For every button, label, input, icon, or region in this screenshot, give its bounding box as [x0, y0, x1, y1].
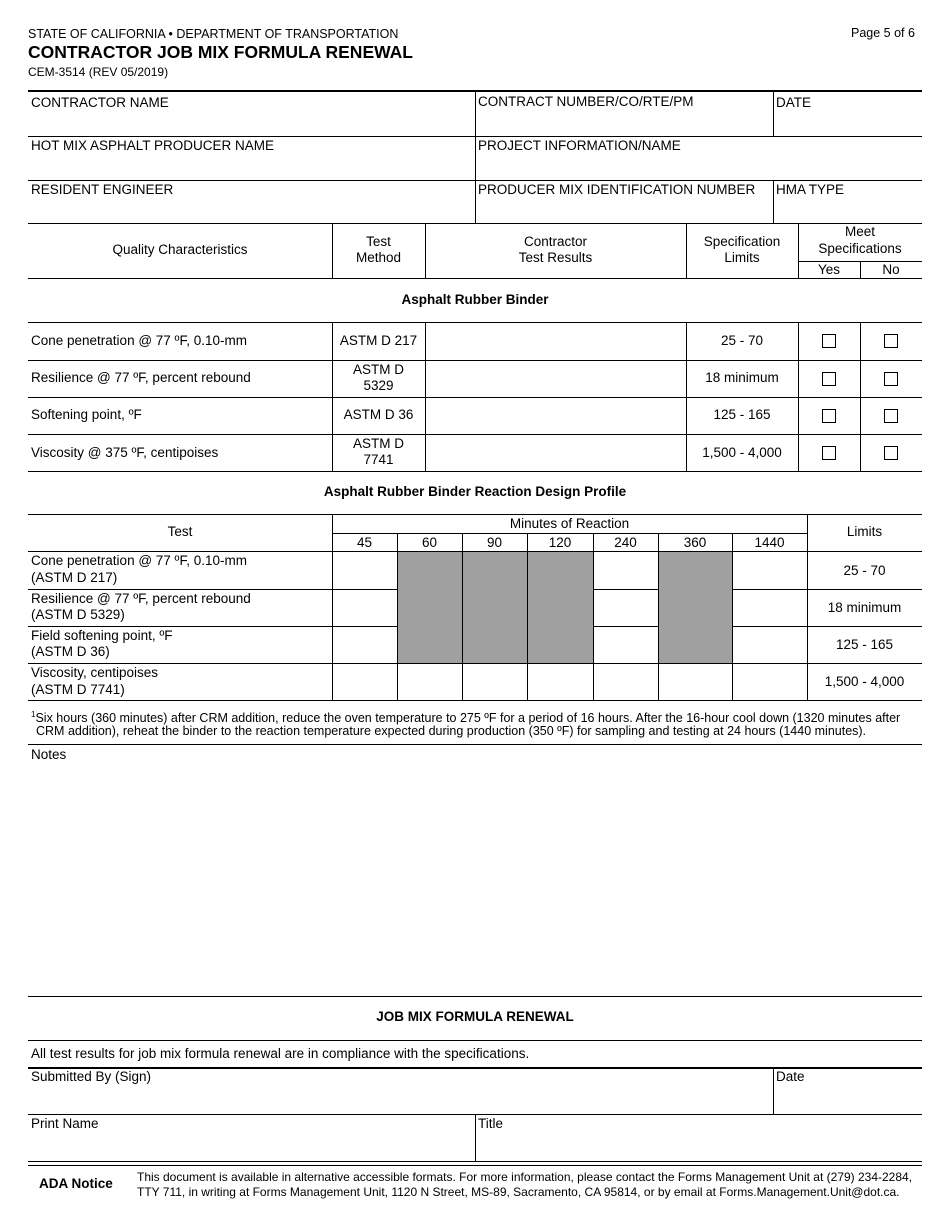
ada-notice-label: ADA Notice [39, 1176, 113, 1191]
reaction-row-limits: 125 - 165 [835, 637, 894, 652]
rule [773, 91, 774, 137]
print-name-label: Print Name [31, 1116, 99, 1131]
reaction-row-limits: 1,500 - 4,000 [824, 674, 905, 689]
reaction-row-test-line2: (ASTM D 5329) [31, 607, 125, 622]
reaction-profile-section-title: Asphalt Rubber Binder Reaction Design Profile [323, 484, 627, 499]
date-label: DATE [776, 95, 812, 110]
reaction-row-test-line1: Field softening point, ºF [31, 628, 173, 643]
test-results-header-line1: Contractor [523, 234, 588, 249]
contract-number-field[interactable] [477, 112, 770, 134]
rule [773, 1068, 774, 1115]
project-info-field[interactable] [477, 156, 920, 178]
resident-engineer-label: RESIDENT ENGINEER [31, 182, 174, 197]
meet-no-checkbox[interactable] [884, 334, 898, 348]
reaction-row-test-line1: Resilience @ 77 ºF, percent rebound [31, 591, 251, 606]
footnote-text-line1: Six hours (360 minutes) after CRM addition, reduce the oven temperature to 275 ºF for a period of 16 hours. After the 16-hour cool down (1320 minutes after [35, 711, 901, 726]
form-number: CEM-3514 (REV 05/2019) [28, 65, 169, 79]
rule [860, 322, 861, 472]
reaction-row-test-line1: Viscosity, centipoises [31, 665, 159, 680]
hma-type-field[interactable] [775, 200, 920, 222]
quality-characteristics-header: Quality Characteristics [112, 242, 248, 257]
rule [28, 471, 922, 472]
notes-label: Notes [31, 747, 67, 762]
meet-yes-checkbox[interactable] [822, 334, 836, 348]
quality-row-method-line1: ASTM D [352, 362, 404, 377]
no-header: No [882, 262, 900, 277]
test-results-header-line2: Test Results [518, 250, 593, 265]
submitted-by-label: Submitted By (Sign) [31, 1069, 152, 1084]
reaction-row-limits: 18 minimum [827, 600, 902, 615]
minute-header-90: 90 [486, 535, 503, 550]
rule [28, 1040, 922, 1041]
meet-yes-checkbox[interactable] [822, 409, 836, 423]
footnote-mark: 1 [31, 710, 36, 719]
minutes-of-reaction-header: Minutes of Reaction [509, 516, 630, 531]
page-number: Page 5 of 6 [851, 26, 915, 40]
compliance-statement: All test results for job mix formula renewal are in compliance with the specifications. [31, 1046, 530, 1061]
renewal-date-field[interactable] [775, 1086, 920, 1112]
not-applicable-shading [659, 552, 732, 663]
rule [28, 1161, 922, 1162]
contract-number-label: CONTRACT NUMBER/CO/RTE/PM [478, 94, 694, 109]
meet-specs-header-line1: Meet [844, 224, 875, 239]
rule [475, 91, 476, 224]
quality-row-limits: 1,500 - 4,000 [702, 445, 782, 460]
footnote-line2: CRM addition), reheat the binder to the reaction temperature expected during production (350 ºF) for sampling and testing at 24 hours (1440 minutes). [36, 724, 867, 738]
signature-field[interactable] [30, 1086, 770, 1112]
contractor-result-field[interactable] [427, 362, 685, 396]
producer-mix-id-label: PRODUCER MIX IDENTIFICATION NUMBER [478, 182, 756, 197]
reaction-result-field[interactable] [333, 552, 397, 589]
quality-row-method-line1: ASTM D [352, 436, 404, 451]
reaction-row-limits: 25 - 70 [843, 563, 886, 578]
form-title: CONTRACTOR JOB MIX FORMULA RENEWAL [28, 42, 413, 62]
rule [332, 533, 807, 534]
test-method-header-line2: Method [355, 250, 402, 265]
contractor-name-field[interactable] [30, 112, 470, 134]
reaction-result-field[interactable] [733, 552, 807, 589]
quality-row-method-line2: 5329 [363, 378, 394, 393]
not-applicable-shading [398, 552, 593, 663]
rule [425, 322, 426, 472]
hma-type-label: HMA TYPE [776, 182, 845, 197]
quality-row-limits: 25 - 70 [720, 333, 764, 348]
minute-header-240: 240 [614, 535, 637, 550]
meet-no-checkbox[interactable] [884, 372, 898, 386]
hma-producer-field[interactable] [30, 156, 470, 178]
minute-header-60: 60 [421, 535, 438, 550]
meet-yes-checkbox[interactable] [822, 446, 836, 460]
agency-name: STATE OF CALIFORNIA • DEPARTMENT OF TRANSPORTATION [28, 27, 399, 41]
meet-yes-checkbox[interactable] [822, 372, 836, 386]
rule [28, 514, 922, 515]
contractor-result-field[interactable] [427, 436, 685, 470]
meet-specs-header-line2: Specifications [818, 241, 902, 256]
quality-row-method-line2: 7741 [363, 452, 394, 467]
reaction-row-test-line2: (ASTM D 217) [31, 570, 118, 585]
rule [28, 744, 922, 745]
minute-header-360: 360 [683, 535, 707, 550]
rule [28, 397, 922, 398]
title-label: Title [478, 1116, 504, 1131]
ada-notice-line1: This document is available in alternative accessible formats. For more information, please contact the Forms Management Unit at (279) 234-2284, [137, 1170, 913, 1184]
contractor-result-field[interactable] [427, 399, 685, 433]
contractor-name-label: CONTRACTOR NAME [31, 95, 169, 110]
contractor-result-field[interactable] [427, 324, 685, 359]
rule [28, 700, 922, 701]
rule [28, 322, 922, 323]
reaction-result-field[interactable] [594, 552, 658, 589]
reaction-test-header: Test [167, 524, 193, 539]
date-field[interactable] [775, 112, 920, 134]
reaction-limits-header: Limits [846, 524, 883, 539]
quality-row-characteristic: Viscosity @ 375 ºF, centipoises [31, 445, 219, 460]
meet-no-checkbox[interactable] [884, 446, 898, 460]
hma-producer-label: HOT MIX ASPHALT PRODUCER NAME [31, 138, 275, 153]
spec-limits-header-line1: Specification [703, 234, 781, 249]
ada-notice-line2: TTY 711, in writing at Forms Management Unit, 1120 N Street, MS-89, Sacramento, CA 95814, or by email at Forms.Management.Unit@dot.ca. [137, 1185, 900, 1199]
yes-header: Yes [817, 262, 841, 277]
renewal-date-label: Date [776, 1069, 805, 1084]
resident-engineer-field[interactable] [30, 200, 470, 222]
rule [798, 322, 799, 472]
minute-header-1440: 1440 [754, 535, 785, 550]
print-name-field[interactable] [30, 1133, 470, 1159]
rule [475, 1114, 476, 1162]
test-method-header-line1: Test [366, 234, 391, 249]
spec-limits-header-line2: Limits [724, 250, 760, 265]
rule [28, 360, 922, 361]
quality-row-characteristic: Resilience @ 77 ºF, percent rebound [31, 370, 251, 385]
minute-header-120: 120 [548, 535, 572, 550]
quality-row-characteristic: Cone penetration @ 77 ºF, 0.10-mm [31, 333, 247, 348]
notes-field[interactable] [30, 765, 920, 993]
reaction-result-row-field[interactable] [333, 664, 807, 700]
asphalt-rubber-binder-section-title: Asphalt Rubber Binder [401, 292, 549, 307]
quality-row-limits: 18 minimum [705, 370, 779, 385]
minute-header-45: 45 [356, 535, 373, 550]
quality-row-characteristic: Softening point, ºF [31, 407, 142, 422]
rule [28, 1165, 922, 1166]
rule [773, 180, 774, 224]
reaction-row-test-line2: (ASTM D 36) [31, 644, 110, 659]
reaction-row-test-line1: Cone penetration @ 77 ºF, 0.10-mm [31, 553, 247, 568]
quality-row-method: ASTM D 217 [339, 333, 418, 348]
title-field[interactable] [477, 1133, 920, 1159]
reaction-row-test-line2: (ASTM D 7741) [31, 682, 125, 697]
meet-no-checkbox[interactable] [884, 409, 898, 423]
rule [28, 278, 922, 279]
rule [28, 434, 922, 435]
quality-row-limits: 125 - 165 [713, 407, 771, 422]
rule [28, 996, 922, 997]
producer-mix-id-field[interactable] [477, 200, 770, 222]
project-info-label: PROJECT INFORMATION/NAME [478, 138, 681, 153]
renewal-title: JOB MIX FORMULA RENEWAL [376, 1009, 574, 1024]
quality-row-method: ASTM D 36 [343, 407, 414, 422]
